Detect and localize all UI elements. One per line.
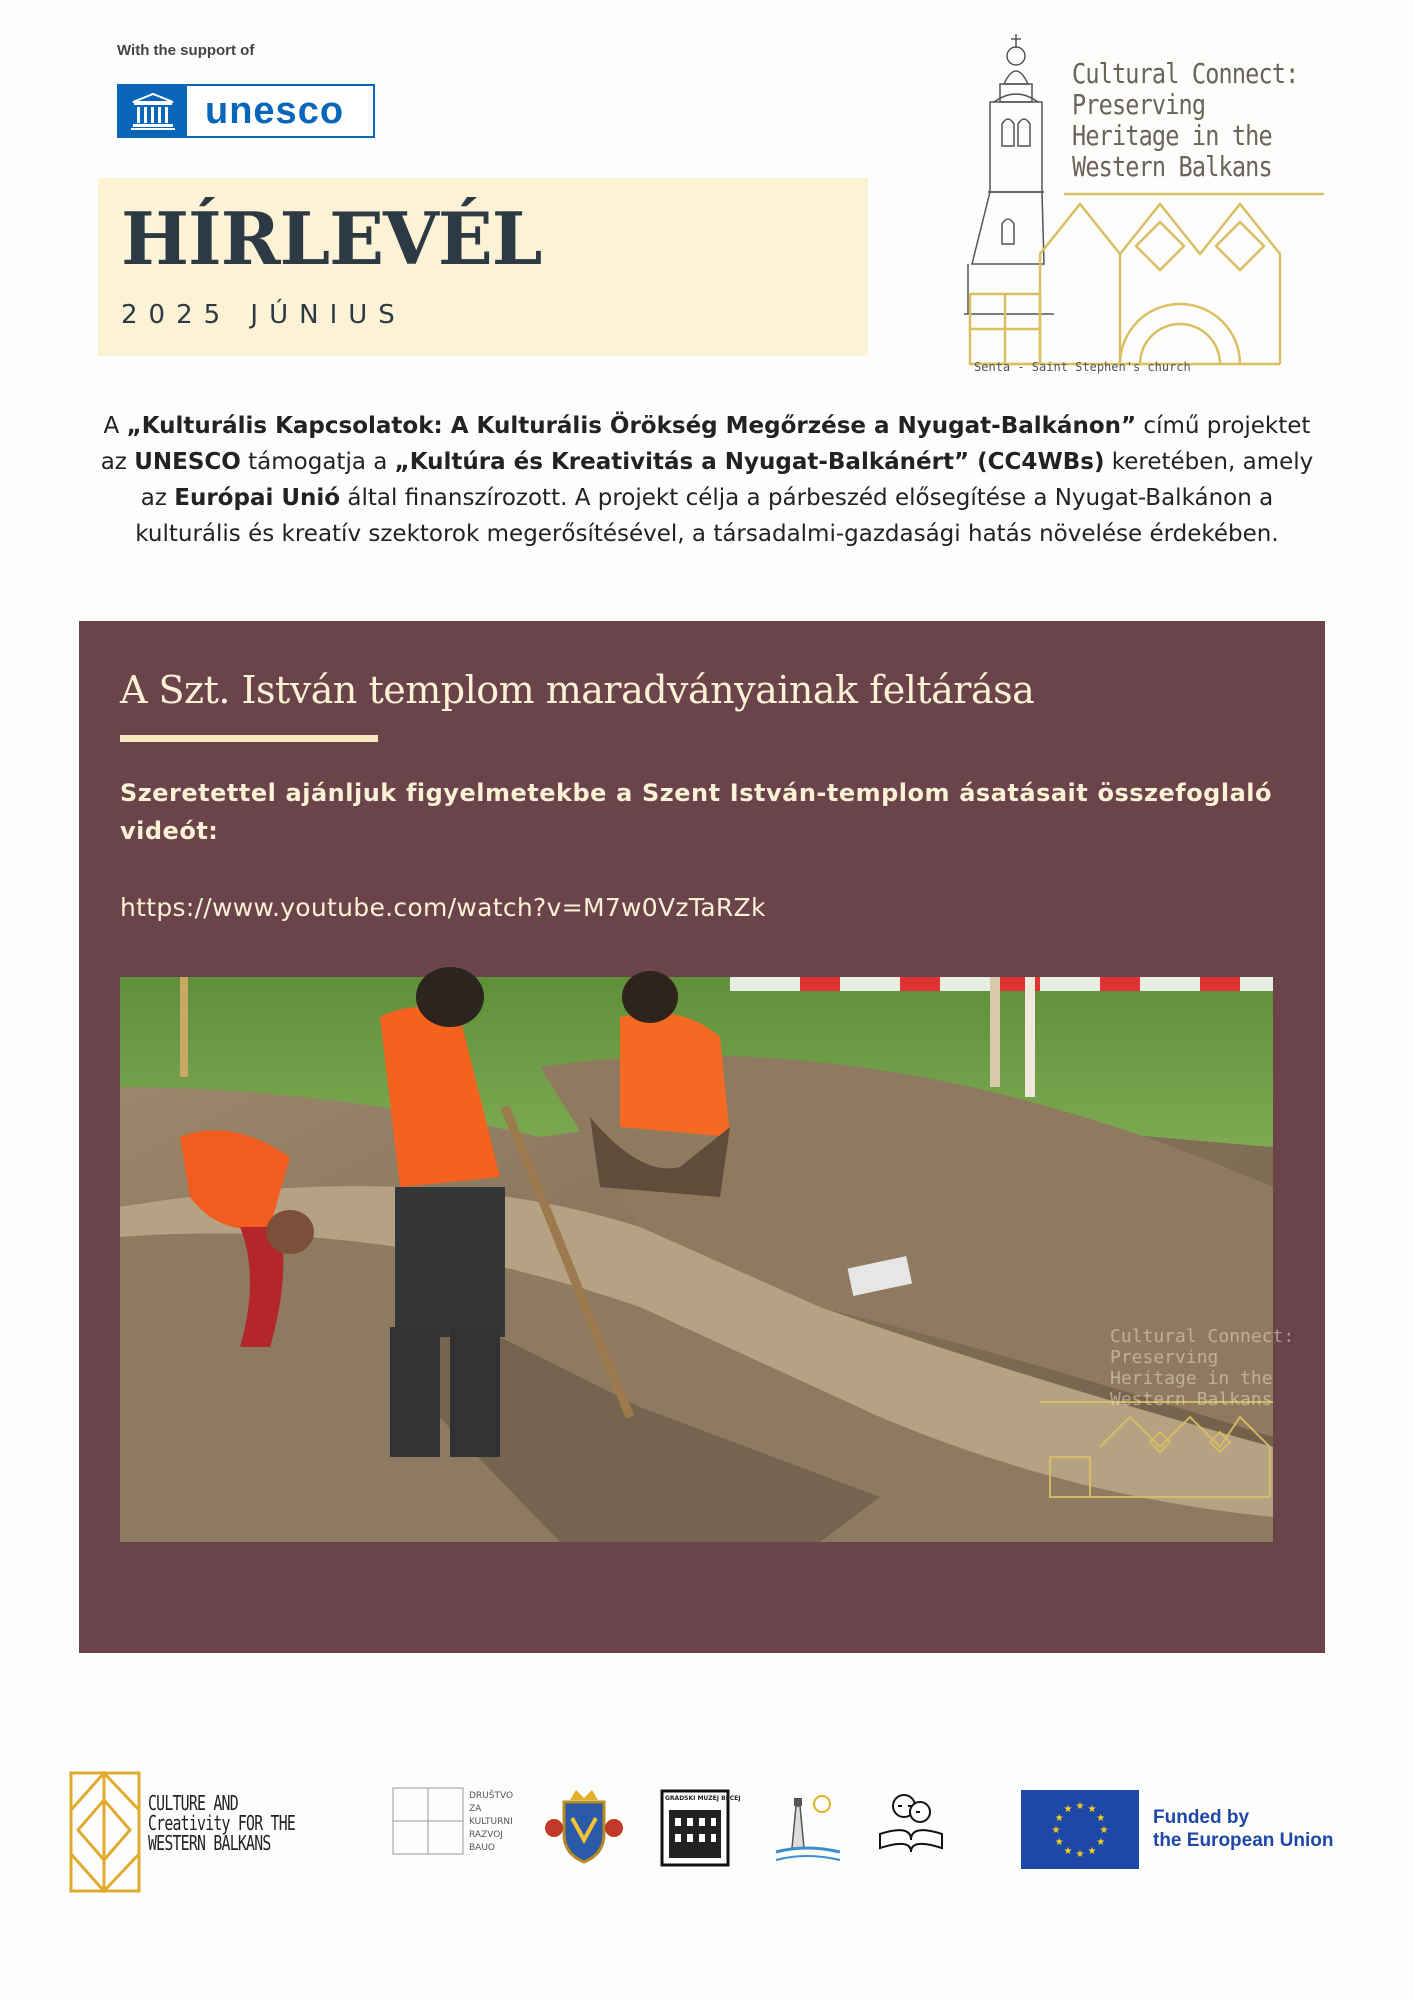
heading-underline xyxy=(120,735,378,742)
page-title: HÍRLEVÉL xyxy=(121,196,542,281)
eu-flag-icon xyxy=(1021,1790,1139,1869)
partner-bauo-text: DRUŠTVO ZA KULTURNI RAZVOJ BAUO xyxy=(469,1791,514,1853)
issue-date: 2025 JÚNIUS xyxy=(121,300,406,330)
support-text: With the support of xyxy=(117,42,255,59)
eu-star-icon: ★ xyxy=(1063,1845,1073,1857)
eu-funding-text: Funded by the European Union xyxy=(1153,1807,1334,1851)
eu-star-icon: ★ xyxy=(1087,1845,1097,1857)
eu-star-icon: ★ xyxy=(1063,1804,1073,1816)
video-watermark-line-2: Preserving xyxy=(1110,1347,1219,1368)
unesco-word: unesco xyxy=(205,90,345,132)
article-heading: A Szt. István templom maradványainak feltárása xyxy=(120,668,1035,712)
eu-star-icon: ★ xyxy=(1099,1825,1109,1836)
heritage-pattern-icon xyxy=(970,194,1324,364)
video-watermark-line-4: Western Balkans xyxy=(1110,1389,1273,1410)
eu-star-icon: ★ xyxy=(1075,1801,1085,1812)
video-watermark-line-3: Heritage in the xyxy=(1110,1368,1273,1389)
eu-star-icon: ★ xyxy=(1096,1837,1106,1848)
unesco-temple-icon xyxy=(119,86,187,136)
eu-star-icon: ★ xyxy=(1075,1849,1085,1860)
lighthouse-logo xyxy=(770,1786,844,1866)
theatre-book-logo xyxy=(874,1786,948,1856)
project-title: Cultural Connect: Preserving Heritage in the Western Balkans xyxy=(1072,57,1299,183)
video-watermark-line-1: Cultural Connect: xyxy=(1110,1326,1295,1347)
article-intro: Szeretettel ajánljuk figyelmetekbe a Szent István-templom ásatásait összefoglaló videót: xyxy=(120,779,1272,845)
project-caption: Senta - Saint Stephen's church xyxy=(974,360,1191,374)
eu-star-icon: ★ xyxy=(1087,1804,1097,1816)
video-link[interactable]: https://www.youtube.com/watch?v=M7w0VzTaRZk xyxy=(120,893,766,922)
unesco-logo xyxy=(117,84,375,138)
city-museum-label: GRADSKI MUZEJ BECEJ xyxy=(665,1795,741,1802)
intro-paragraph: A „Kulturális Kapcsolatok: A Kulturális Örökség Megőrzése a Nyugat-Balkánon” című projektet az UNESCO támogatja a „Kultúra és Kreativitás a Nyugat-Balkánért” (CC4WBs) keretében, amely az Európai Unió által finanszírozott. A projekt célja a párbeszéd elősegítése a Nyugat-Balkánon a kulturális és kreatív szektorok megerősítésével, a társadalmi-gazdasági hatás növelése érdekében. xyxy=(100,413,1314,547)
video-thumbnail[interactable] xyxy=(120,977,1295,1542)
cc4wb-text: CULTURE AND Creativity FOR THE WESTERN BALKANS xyxy=(148,1791,296,1855)
eu-star-icon: ★ xyxy=(1054,1813,1064,1824)
coat-of-arms-icon xyxy=(542,1788,626,1866)
eu-star-icon: ★ xyxy=(1054,1837,1064,1848)
eu-star-icon: ★ xyxy=(1051,1825,1061,1836)
eu-star-icon: ★ xyxy=(1096,1813,1106,1824)
